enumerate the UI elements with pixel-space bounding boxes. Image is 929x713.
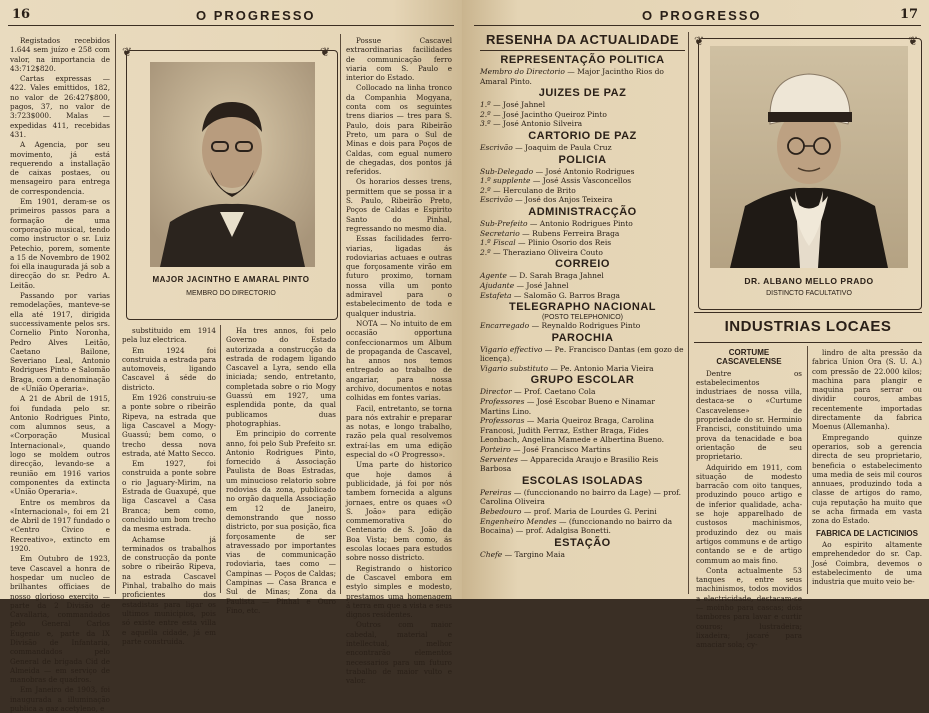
column-divider xyxy=(340,34,341,594)
paragraph: A 21 de Abril de 1915, foi fundada pelo sr. Antonio Rodrigues Pinto, com alumnos seus, a «Corporação Musical Internacional», quando logo se moldem outros direcção, levando-se a reunião em 1916 varios componentes da extincta «União Operaria». xyxy=(10,394,110,497)
paragraph: Passando por varias remodelações, manteve-se ella até 1917, dirigida successivamente pelos srs. Cornelio Pinto Noronha, Pedro Alves Leitão, Caetano Bailone, Severiano Leal, Antonio Rodrigues Pinto e Salomão Braga, com a denominação de «União Operaria». xyxy=(10,291,110,393)
paragraph: Registrando o historico de Cascavel embora em estylo simples e modesto, prestamos uma homenagem á terra em que a vista e seus dignos residentes. xyxy=(346,563,452,620)
last-column xyxy=(812,348,922,594)
curtume-title: CORTUME CASCAVELENSE xyxy=(716,348,782,367)
roster-entry xyxy=(480,167,685,177)
column-divider xyxy=(807,346,808,594)
title-rule xyxy=(480,50,685,51)
roster-role: Vigario substituto xyxy=(480,363,548,373)
roster-role: Encarregado xyxy=(480,321,530,331)
section-heading: PAROCHIA xyxy=(551,331,614,344)
roster-role: Escrivão xyxy=(480,195,513,205)
section-heading: JUIZES DE PAZ xyxy=(538,87,627,100)
roster-role: 3.º xyxy=(480,119,491,129)
roster-role: Professores xyxy=(480,397,525,407)
paragraph: Ha tres annos, foi pelo Governo do Estado autorizada a construcção da estrada de rodagem ligando Cascavel a Lyra, sendo ella iniciada; sendo, entretanto, completada sobre o rio Mogy Guassú em 1927, uma esplendida ponte, da qual publicamos duas photographias. xyxy=(226,326,336,428)
resenha-body xyxy=(480,54,685,559)
roster-entry xyxy=(480,195,685,205)
roster-entry xyxy=(480,321,685,331)
roster-name: — (funccionando no bairro da Lage) — prof. Carolina Oliveira xyxy=(480,487,682,507)
portrait-photo xyxy=(150,62,315,267)
roster-name: — José Antonio Silveira xyxy=(490,119,583,129)
roster-entry xyxy=(480,364,685,374)
roster-name: — José Francisco Martins xyxy=(510,445,611,455)
roster-name: — Targino Maia xyxy=(502,549,565,559)
roster-role: Vigario effectivo xyxy=(480,344,543,354)
roster-entry xyxy=(480,550,685,560)
roster-role: Director xyxy=(480,387,512,397)
section-rule xyxy=(694,312,922,313)
right-page-number: 17 xyxy=(900,7,919,22)
roster-name: — José Jacintho Queiroz Pinto xyxy=(490,109,607,119)
ornament-icon: ❦ xyxy=(694,34,705,48)
roster-role: Bebedouro xyxy=(480,507,522,516)
resenha-column xyxy=(480,32,685,594)
portrait-doctor-icon xyxy=(710,46,908,268)
roster-entry xyxy=(480,397,685,416)
section-heading: REPRESENTAÇÃO POLITICA xyxy=(500,54,665,66)
paragraph: Em principio do corrente anno, foi pelo Sub Prefeito sr. Antonio Rodrigues Pinto, fornecido á Associação Paulista de Boas Estradas, um minucioso relatorio sobre rodovias da zona, publicado no orgão daquella Associação em 12 de Janeiro, demonstrando que nosso districto, por sua posição, fica forçosamente de ser atravessado por importantes vias de communicação rodoviaria, taes como — Campinas — Poços de Caldas; Campinas — Casa Branca e Sul de Minas; Zona da Paulista — Pinhal e Ouro Fino, etc. xyxy=(226,429,336,615)
roster-name: — Pe. Antonio Maria Vieira xyxy=(547,363,654,373)
roster-name: — Herculano de Brito xyxy=(490,185,576,195)
column-divider xyxy=(688,32,689,594)
paragraph: Uma parte do historico que hoje damos á publicidade, já foi por nós tambem fornecida a alguns jornaes, entre os quaes «O S. João» para edição commemorativa do Centenario de S. João da Boa Vista; bem como, ás escolas locaes para estudos sobre nosso districto. xyxy=(346,460,452,563)
roster-name: — Salomão G. Barros Braga xyxy=(511,290,621,300)
roster-role: 2.º xyxy=(480,109,491,119)
roster-name: — Major Jacintho Rios do Amaral Pinto. xyxy=(480,67,664,86)
paragraph: Possue Cascavel extraordinarias facilidades de communicação ferro viaria com S. Paulo e interior do Estado. xyxy=(346,36,452,83)
roster-role: Professoras xyxy=(480,416,525,426)
roster-entry xyxy=(480,517,685,536)
right-header-rule xyxy=(474,25,921,26)
section-heading: CORREIO xyxy=(555,258,610,271)
roster-entry xyxy=(480,219,685,229)
roster-name: — Joaquim de Paula Cruz xyxy=(512,142,612,152)
paragraph: Collocado na linha tronco da Companhia Mogyana, conta com os seguintes trens diarios — tres para S. Paulo, dois para Ribeirão Preto, um para o Sul de Minas e dois para Poços de Caldas, com egual numero de chegadas, dos pontos já referidos. xyxy=(346,83,452,177)
ornament-icon: ❦ xyxy=(908,34,919,48)
roster-name: — José Assis Vasconcellos xyxy=(530,176,632,186)
paragraph: Em 1924 foi construida a estrada para automoveis, ligando Cascavel á séde do districto. xyxy=(122,345,216,392)
paragraph: Entre os membros da «Internacional», foi em 21 de Abril de 1917 fundado o «Centro Civico e Recreativo», extincto em 1920. xyxy=(10,497,110,554)
resenha-title: RESENHA DA ACTUALIDADE xyxy=(486,32,679,47)
fabrica-title: FABRICA DE LACTICINIOS xyxy=(816,528,918,538)
roster-role: Agente xyxy=(480,271,507,281)
photo-caption-role: DISTINCTO FACULTATIVO xyxy=(766,290,852,297)
roster-entry xyxy=(480,143,685,153)
industrias-title: INDUSTRIAS LOCAES xyxy=(724,318,892,335)
paragraph: A Agencia, por seu movimento, já está requerendo a installação de caixas postaes, ou mensageiro para entrega de correspondencia. xyxy=(10,140,110,196)
portrait-man-icon xyxy=(150,62,315,267)
roster-role: Escrivão xyxy=(480,142,513,152)
roster-role: Estafeta xyxy=(480,290,512,300)
roster-role: Sub-Delegado xyxy=(480,166,534,176)
left-running-head: O PROGRESSO xyxy=(196,8,316,23)
paragraph: Em 1926 construiu-se a ponte sobre o ribeirão Ripeva, na estrada que liga Cascavel a Mogy-Guassú; bem como, o trecho dessa nova estrada, até Matto Secco. xyxy=(122,393,216,458)
roster-name: — Pe. Francisco Dantas (em gozo de licença). xyxy=(480,344,684,364)
column-divider xyxy=(115,34,116,594)
left-header-rule xyxy=(8,25,454,26)
roster-name: — prof. Maria de Lourdes G. Perini xyxy=(521,507,657,516)
ornament-icon: ❦ xyxy=(122,45,133,59)
roster-entry xyxy=(480,271,685,281)
section-heading: CARTORIO DE PAZ xyxy=(528,129,637,142)
roster-role: 2.º xyxy=(480,185,491,195)
paragraph: Cartas expressas — 422. Vales emittidos, 182, no valor de 26:427$800, pagos, 37, no valor de 3:723$000. Malas — expedidas 411, recebidas 431. xyxy=(10,74,110,139)
roster-name: — (funccionando no bairro da Bocaina) — prof. Adalgisa Bonetti. xyxy=(480,516,673,536)
roster-name: — Apparecida Araujo e Brasilio Reis Barbosa xyxy=(480,454,659,474)
roster-role: Serventes xyxy=(480,454,518,464)
roster-name: — D. Sarah Braga Jahnel xyxy=(506,271,604,281)
roster-name: — Plinio Osorio dos Reis xyxy=(515,238,612,248)
roster-name: — José Jahnel xyxy=(514,280,569,290)
paragraph: Essas facilidades ferro-viarias, ligadas ás rodoviarias actuaes e outras que forçosamente virão em futuro proximo, tornam nossa villa um ponto admiravel para o estabelecimento de toda e qualquer industria. xyxy=(346,234,452,318)
roster-entry xyxy=(480,176,685,186)
roster-name: — Maria Queiroz Braga, Carolina Francosi, Judith Ferraz, Esther Braga, Fides Leonbach, Angelina Mamede e Albertina Bueno. xyxy=(480,416,665,445)
roster-role: 1.º supplente xyxy=(480,176,531,186)
paragraph: Adquirido em 1911, com situação de modesto barracão com oito tanques, produzindo pouco artigo e de inferior qualidade, acha-se hoje apparelhado de custosos machinismos, produzindo dez ou mais artigos communs e de artigo contando se e de artigo commum ao mais fino. xyxy=(696,462,802,565)
curtume-body xyxy=(696,369,802,650)
roster-role: Chefe xyxy=(480,549,503,559)
curtume-column xyxy=(696,348,802,650)
roster-entry xyxy=(480,345,685,364)
paragraph: lindro de alta pressão da fabrica Union Ora (S. U. A.) com pressão de 22.000 kilos; machina para plangir e maquina para serrar ou dividir couros, ambas recentemente importadas directamente da fabrica Moenus (Allemanha). xyxy=(812,348,922,432)
roster-name: — Antonio Rodrigues Pinto xyxy=(527,218,633,228)
paragraph: Em Outubro de 1923, teve Cascavel a honra de hospedar um nucleo de brilhantes officiaes de nosso glorioso exercito — parte da 2 Divisão de Cavallaria, commandados pelo General Carlos Eugenio e, parte da IX Divisão de Infantaria, commandados pelo General de brigada Cid de Almeida — em serviço de manobras de quadros. xyxy=(10,554,110,685)
paragraph: Registados recebidos 1.644 sem juízo e 258 com valor, na importancia de 43:712$820. xyxy=(10,36,110,73)
roster-entry xyxy=(480,119,685,129)
photo-caption-name: MAJOR JACINTHO E AMARAL PINTO xyxy=(152,275,310,284)
roster-entry xyxy=(480,238,685,248)
right-running-head: O PROGRESSO xyxy=(642,8,762,23)
roster-entry xyxy=(480,248,685,258)
paragraph: NOTA — No intuito de em occasião opportuna confeccionarmos um Album de propaganda de Cascavel, ha annos nos temos entregado ao trabalho de angariar, para nossa archivo, documentos e notas colhidas em fontes varias. xyxy=(346,318,452,403)
roster-name: — José Jahnel xyxy=(490,100,546,110)
roster-name: — José dos Anjos Teixeira xyxy=(512,195,613,205)
roster-entry xyxy=(480,186,685,196)
paragraph: Conta actualmente 53 tanques e, entre seus machinismos, todos movidos a electricidade, destacam-se — moinho para cascas; dois tambores para lavar e curtir couros; lustradeira; lixadeira; jacaré para amaciar sola; cy- xyxy=(696,565,802,650)
right-page xyxy=(462,0,929,650)
roster-name: — Prof. Caetano Cola xyxy=(511,387,596,397)
roster-role: Porteiro xyxy=(480,445,511,455)
photo-caption-role: MEMBRO DO DIRECTORIO xyxy=(186,290,276,297)
roster-role: 2.º xyxy=(480,247,491,257)
left-column-1 xyxy=(10,36,110,713)
roster-role: Pereiras xyxy=(480,487,512,497)
paragraph: Facil, entretanto, se torna para nós extrahir e preparar as notas, e longo trabalho, razão pela qual resolvemos extraí-las em uma edição especial do «O Progresso». xyxy=(346,403,452,460)
roster-role: Engenheiro Mendes xyxy=(480,516,557,526)
roster-entry xyxy=(480,455,685,474)
roster-name: — José Antonio Rodrigues xyxy=(533,166,635,176)
section-rule xyxy=(694,342,922,343)
roster-name: — Rubens Ferreira Braga xyxy=(519,228,620,238)
roster-role: Sub-Prefeito xyxy=(480,218,528,228)
paragraph: Em 1901, deram-se os primeiros passos para a formação de uma corporação musical, tendo como instructor o sr. Luiz Petechio, porem, somente a 15 de Novembro de 1902 foi ella inaugurada já sob a direcção do sr. Pedro A. Leitão. xyxy=(10,197,110,290)
portrait-photo xyxy=(710,46,908,268)
roster-role: Membro do Directorio xyxy=(480,67,565,76)
section-subheading: (POSTO TELEPHONICO) xyxy=(541,314,624,322)
section-heading: GRUPO ESCOLAR xyxy=(530,374,635,387)
paragraph: Os horarios desses trens, permittem que se possa ir a S. Paulo, Ribeirão Preto, Poços de Caldas e Espirito Santo do Pinhal, regressando no mesmo dia. xyxy=(346,177,452,233)
last-column-body xyxy=(812,348,922,526)
column-divider xyxy=(220,325,221,593)
roster-entry xyxy=(480,229,685,239)
left-column-4 xyxy=(346,36,452,686)
left-column-2 xyxy=(122,326,216,646)
paragraph: Outros com maior cabedal, material e intellectual, melhor encontrarão elementos necessarios para um futuro trabalho de maior vulto e valor. xyxy=(346,620,452,686)
section-heading: ADMINISTRACÇÃO xyxy=(528,205,637,218)
roster-entry xyxy=(480,488,685,507)
roster-entry xyxy=(480,387,685,397)
paragraph: Em 1927, foi construida a ponte sobre o rio Jaguary-Mirim, na Estrada de Guaxupé, que liga Cascavel a Casa Branca; bem como, concluido um bom trecho da mesma estrada. xyxy=(122,459,216,534)
paragraph: Empregando quinze operarios, sob a gerencia directa de seu proprietario, beneficia o estabelecimento uma media de seis mil couros annuaes, produzindo toda a classe de artigos do ramo, cuja reputação ha muito que se acha firmada em vasta zona do Estado. xyxy=(812,432,922,526)
paragraph: Em Janeiro de 1903, foi inaugurada a illuminação publica a gaz acetyleno, e xyxy=(10,685,110,713)
roster-entry xyxy=(480,416,685,445)
section-heading: TELEGRAPHO NACIONAL xyxy=(509,301,656,314)
roster-entry xyxy=(480,281,685,291)
section-heading: ESTAÇÃO xyxy=(554,536,611,549)
section-heading: ESCOLAS ISOLADAS xyxy=(521,474,644,487)
roster-name: — Reynaldo Rodrigues Pinto xyxy=(529,321,641,331)
left-page xyxy=(0,0,462,713)
roster-role: 1.º xyxy=(480,100,491,110)
fabrica-body xyxy=(812,540,922,586)
roster-entry xyxy=(480,100,685,110)
section-heading: POLICIA xyxy=(558,153,607,166)
roster-role: Ajudante xyxy=(480,280,515,290)
roster-entry xyxy=(480,445,685,455)
roster-name: — José Escobar Bueno e Ninamar Martins Lino. xyxy=(480,397,655,416)
left-column-3 xyxy=(226,326,336,615)
photo-caption-name: DR. ALBANO MELLO PRADO xyxy=(744,276,874,286)
ornament-icon: ❦ xyxy=(320,45,331,59)
left-page-number: 16 xyxy=(12,7,31,22)
paragraph: Achamse já terminados os trabalhos de construcção da ponte sobre o ribeirão Ripeva, na estrada Cascavel Pinhal, trabalho do mais proficientes dos estadistas para ligar os ultimos municipios, pois só existe entre esta villa e aquella cidade, já em parte construida. xyxy=(122,534,216,646)
paragraph: Dentre os estabelecimentos industriaes de nossa villa, destaca-se o «Curtume Cascavelense» de propriedade do sr. Herminio Francisci, constituindo uma prova da tenacidade e boa orientação de seu proprietario. xyxy=(696,368,802,462)
roster-role: 1.º Fiscal xyxy=(480,238,516,248)
roster-entry xyxy=(480,67,685,86)
roster-entry xyxy=(480,110,685,120)
roster-name: — Theraziano Oliveira Couto xyxy=(490,247,603,257)
roster-role: Secretario xyxy=(480,228,520,238)
paragraph: substituido em 1914 pela luz electrica. xyxy=(122,326,216,345)
roster-entry xyxy=(480,507,685,517)
roster-entry xyxy=(480,291,685,301)
paragraph: Ao espirito altamente emprehendedor do sr. Cap. José Coimbra, devemos o estabelecimento de uma industria que muito veio be- xyxy=(812,539,922,587)
